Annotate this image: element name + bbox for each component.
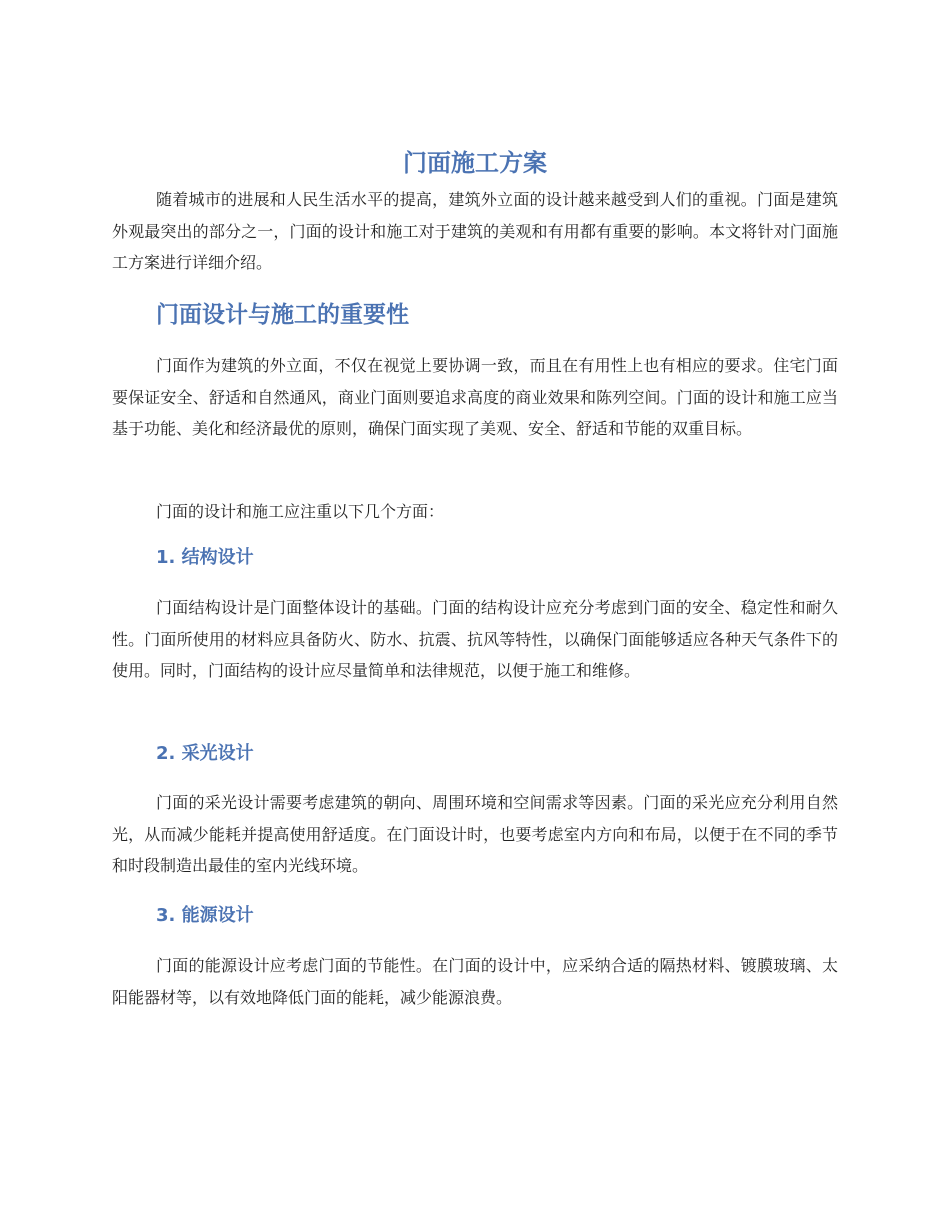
subsection-paragraph-lighting: 门面的采光设计需要考虑建筑的朝向、周围环境和空间需求等因素。门面的采光应充分利用自然光，从而减少能耗并提高使用舒适度。在门面设计时，也要考虑室内方向和布局，以便于在不同的季节和时段制造出最佳的室内光线环境。	[112, 793, 838, 875]
intro-paragraph: 随着城市的进展和人民生活水平的提高，建筑外立面的设计越来越受到人们的重视。门面是建筑外观最突出的部分之一，门面的设计和施工对于建筑的美观和有用都有重要的影响。本文将针对门面施工方案进行详细介绍。	[112, 190, 838, 272]
subsection-paragraph-structure: 门面结构设计是门面整体设计的基础。门面的结构设计应充分考虑到门面的安全、稳定性和耐久性。门面所使用的材料应具备防火、防水、抗震、抗风等特性，以确保门面能够适应各种天气条件下的使用。同时，门面结构的设计应尽量简单和法律规范，以便于施工和维修。	[112, 598, 838, 680]
subsection-heading-lighting: 2. 采光设计	[156, 743, 254, 764]
section-paragraph-1: 门面作为建筑的外立面，不仅在视觉上要协调一致，而且在有用性上也有相应的要求。住宅门面要保证安全、舒适和自然通风，商业门面则要追求高度的商业效果和陈列空间。门面的设计和施工应当基于功能、美化和经济最优的原则，确保门面实现了美观、安全、舒适和节能的双重目标。	[112, 356, 838, 438]
document-title: 门面施工方案	[403, 149, 547, 177]
subsection-paragraph-energy: 门面的能源设计应考虑门面的节能性。在门面的设计中，应采纳合适的隔热材料、镀膜玻璃、太阳能器材等，以有效地降低门面的能耗，减少能源浪费。	[112, 956, 838, 1007]
subsection-heading-structure: 1. 结构设计	[156, 547, 254, 568]
subsection-heading-energy: 3. 能源设计	[156, 905, 254, 926]
section-paragraph-2: 门面的设计和施工应注重以下几个方面：	[156, 502, 445, 521]
section-heading: 门面设计与施工的重要性	[156, 302, 409, 328]
